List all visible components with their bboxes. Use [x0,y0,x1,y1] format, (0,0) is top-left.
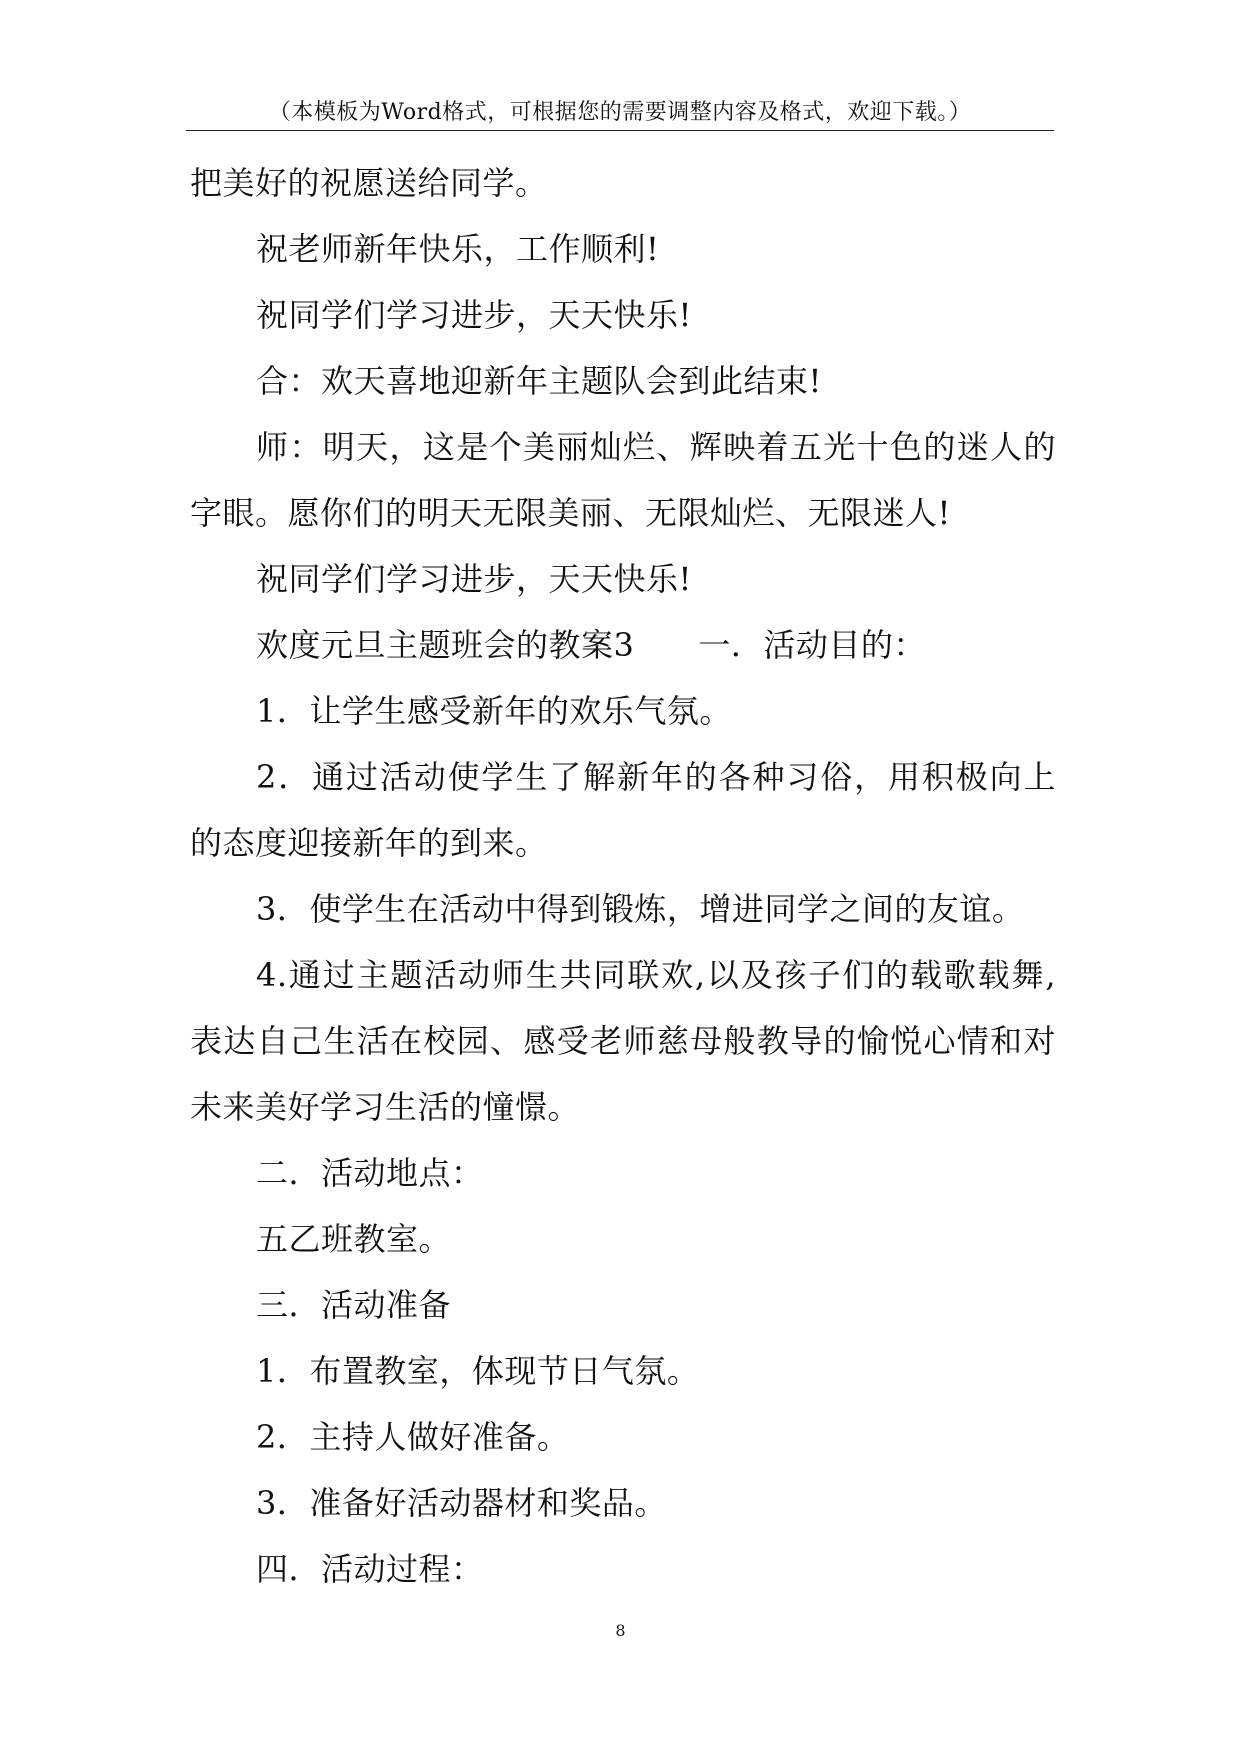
section-heading: 二．活动地点： [256,1154,484,1192]
paragraph-line: 字眼。愿你们的明天无限美丽、无限灿烂、无限迷人! [190,494,951,532]
section-heading: 一．活动目的： [698,626,926,664]
list-item: 2．主持人做好准备。 [256,1418,570,1456]
paragraph-line: 祝老师新年快乐，工作顺利! [256,230,660,268]
list-item: 4.通过主题活动师生共同联欢,以及孩子们的载歌载舞, [256,956,1056,994]
list-item: 2．通过活动使学生了解新年的各种习俗，用积极向上 [256,758,1056,796]
paragraph-line: 的态度迎接新年的到来。 [190,824,548,862]
document-body [190,150,1056,1602]
paragraph-line: 祝同学们学习进步，天天快乐! [256,296,692,334]
header-divider [186,130,1054,131]
list-item: 1．让学生感受新年的欢乐气氛。 [256,692,732,730]
paragraph-line: 祝同学们学习进步，天天快乐! [256,560,692,598]
paragraph-line: 表达自己生活在校园、感受老师慈母般教导的愉悦心情和对 [190,1022,1056,1060]
list-item: 3．使学生在活动中得到锻炼，增进同学之间的友谊。 [256,890,1025,928]
section-heading-line [190,612,1056,678]
paragraph-line: 师：明天，这是个美丽灿烂、辉映着五光十色的迷人的 [256,428,1056,466]
list-item: 1．布置教室，体现节日气氛。 [256,1352,700,1390]
list-item: 3．准备好活动器材和奖品。 [256,1484,667,1522]
paragraph-line: 把美好的祝愿送给同学。 [190,164,548,202]
page-number: 8 [615,1621,626,1640]
lesson-plan-title: 欢度元旦主题班会的教案3 [256,626,635,664]
paragraph-line: 五乙班教室。 [256,1220,452,1258]
page-header-note: （本模板为Word格式，可根据您的需要调整内容及格式，欢迎下载。） [268,100,972,125]
section-heading: 三．活动准备 [256,1286,452,1324]
paragraph-line: 未来美好学习生活的憧憬。 [190,1088,581,1126]
section-heading: 四．活动过程： [256,1550,484,1588]
paragraph-line: 合：欢天喜地迎新年主题队会到此结束! [256,362,822,400]
